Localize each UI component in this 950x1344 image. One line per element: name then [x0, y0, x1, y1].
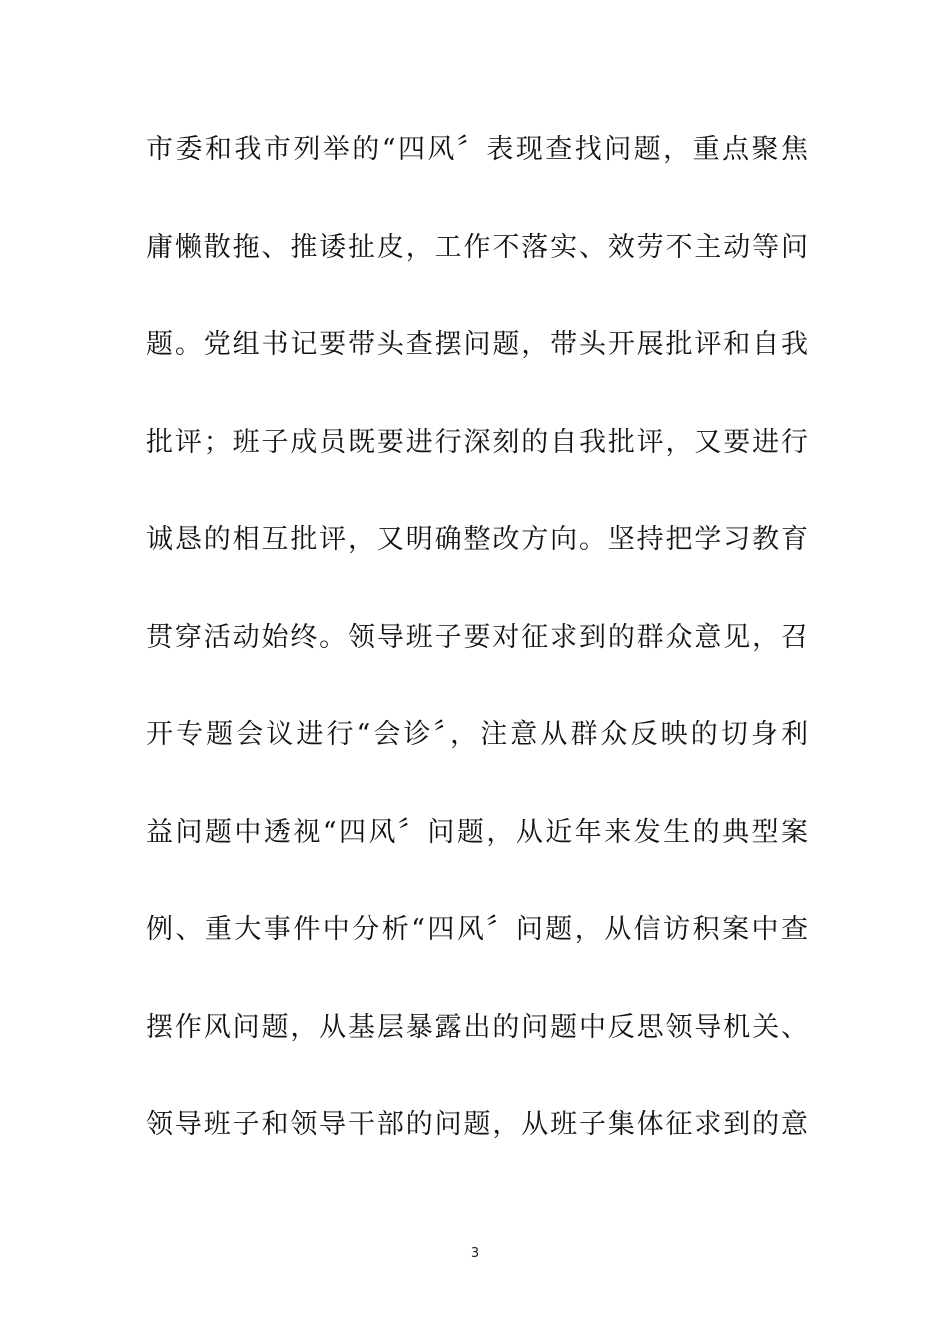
- body-text: [146, 124, 808, 1197]
- text-line-8: 益问题中透视“四风〞问题，从近年来发生的典型案: [146, 816, 808, 848]
- text-line-1: 市委和我市列举的“四风〞表现查找问题，重点聚焦: [146, 134, 808, 165]
- text-line-4: 批评；班子成员既要进行深刻的自我批评，又要进行: [146, 426, 808, 458]
- text-line-5: 诚恳的相互批评，又明确整改方向。坚持把学习教育: [146, 524, 808, 555]
- text-line-11: 领导班子和领导干部的问题，从班子集体征求到的意: [146, 1109, 808, 1140]
- text-line-7: 开专题会议进行“会诊〞，注意从群众反映的切身利: [146, 719, 808, 750]
- text-line-6: 贯穿活动始终。领导班子要对征求到的群众意见，召: [146, 621, 808, 653]
- text-line-10: 摆作风问题，从基层暴露出的问题中反思领导机关、: [146, 1011, 808, 1043]
- page-number: 3: [470, 1246, 480, 1261]
- text-line-3: 题。党组书记要带头查摆问题，带头开展批评和自我: [146, 329, 808, 360]
- text-line-9: 例、重大事件中分析“四风〞问题，从信访积案中查: [146, 914, 808, 945]
- text-line-2: 庸懒散拖、推诿扯皮，工作不落实、效劳不主动等问: [146, 231, 808, 263]
